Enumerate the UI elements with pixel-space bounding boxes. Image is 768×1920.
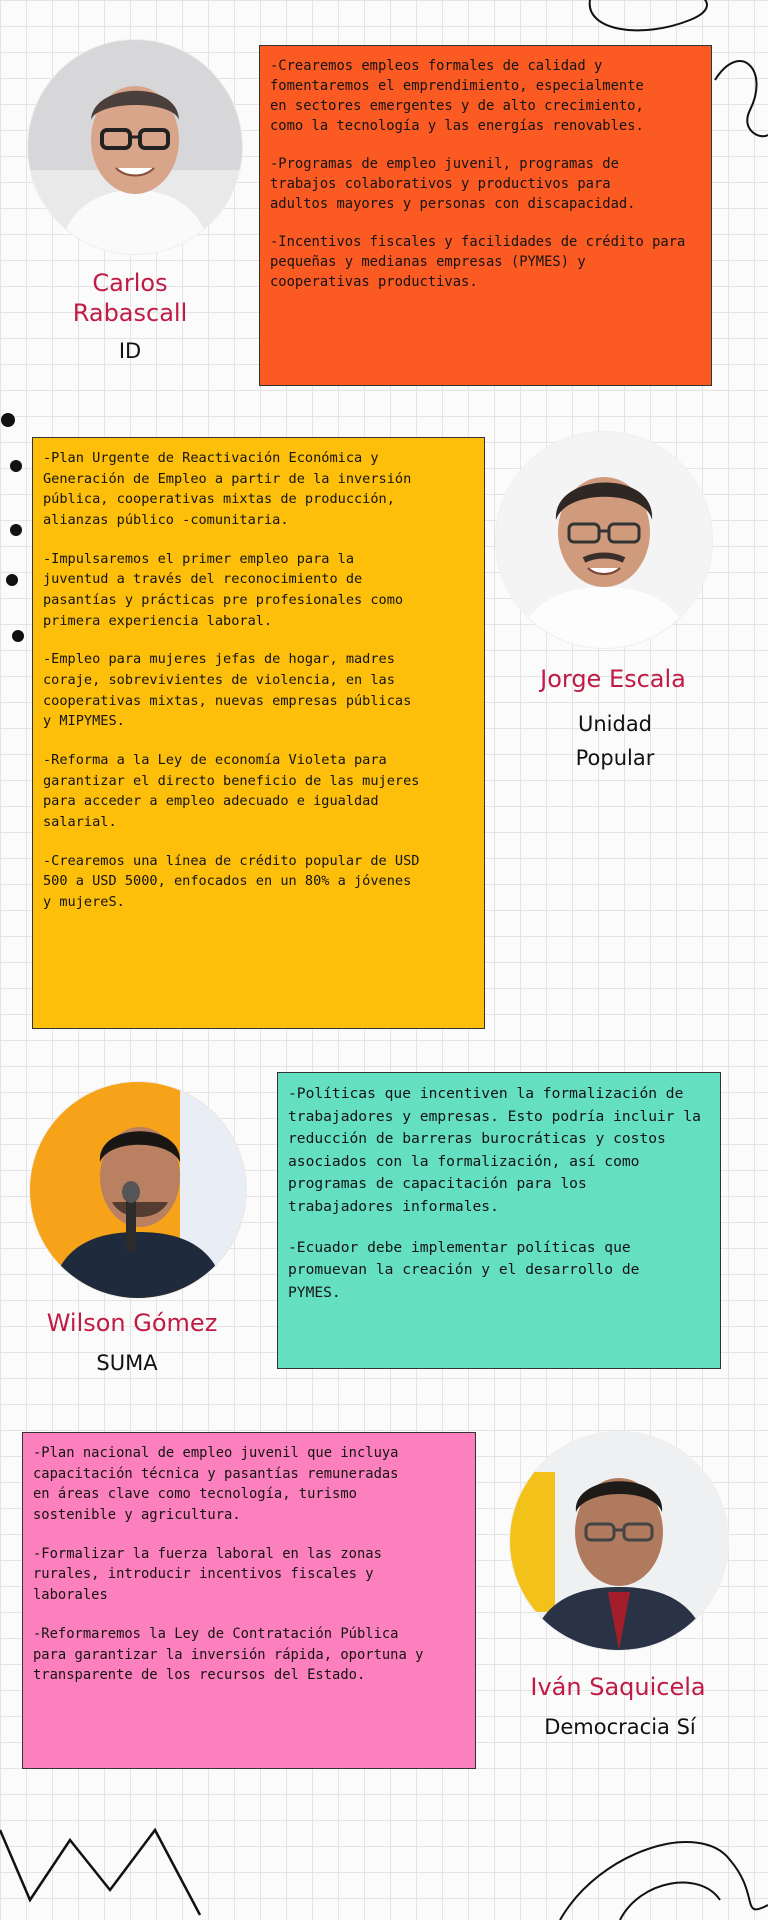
candidate-party: ID <box>118 339 142 363</box>
proposal-text: -Reformaremos la Ley de Contratación Pública para garantizar la inversión rápida, oportuna y transparente de los recursos del Estado. <box>33 1625 424 1684</box>
candidate-photo-gomez <box>30 1082 246 1298</box>
candidate-photo-saquicela <box>510 1432 728 1650</box>
proposal-text: -Impulsaremos el primer empleo para la juventud a través del reconocimiento de pasantías y prácticas pre profesionales como primera experiencia laboral. <box>43 550 404 629</box>
proposal-text: -Empleo para mujeres jefas de hogar, madres coraje, sobrevivientes de violencia, en las cooperativas mixtas, nuevas empresas públicas y MIPYMES. <box>43 651 412 730</box>
portrait-icon <box>496 432 712 648</box>
portrait-icon <box>30 1082 246 1298</box>
proposal-text: -Formalizar la fuerza laboral en las zonas rurales, introducir incentivos fiscales y laborales <box>33 1545 382 1604</box>
proposals-box-gomez <box>277 1072 721 1369</box>
proposal-text: -Crearemos una línea de crédito popular de USD 500 a USD 5000, enfocados en un 80% a jóvenes y mujereS. <box>43 852 420 910</box>
portrait-icon <box>510 1432 728 1650</box>
proposal-text: -Incentivos fiscales y facilidades de crédito para pequeñas y medianas empresas (PYMES) y cooperativas productivas. <box>270 234 686 290</box>
portrait-icon <box>28 40 242 254</box>
candidate-photo-escala <box>496 432 712 648</box>
candidate-name: Iván Saquicela <box>530 1673 706 1701</box>
candidate-name: Jorge Escala <box>540 665 686 693</box>
proposals-box-rabascall <box>259 45 712 386</box>
proposal-text: -Plan Urgente de Reactivación Económica y Generación de Empleo a partir de la inversión pública, cooperativas mixtas de producción, alianzas público -comunitaria. <box>43 450 412 528</box>
proposals-box-saquicela <box>22 1432 476 1769</box>
proposal-text: -Políticas que incentiven la formalización de trabajadores y empresas. Esto podría incluir la reducción de barreras burocráticas y costos asociados con la formalización, así como programas de capacitación para los trabajadores informales. <box>288 1085 701 1216</box>
proposal-text: -Plan nacional de empleo juvenil que incluya capacitación técnica y pasantías remuneradas en áreas clave como tecnología, turismo sostenible y agricultura. <box>33 1445 399 1524</box>
candidate-party: SUMA <box>96 1351 158 1375</box>
candidate-name: Wilson Gómez <box>46 1309 218 1337</box>
proposal-text: -Programas de empleo juvenil, programas de trabajos colaborativos y productivos para adultos mayores y personas con discapacidad. <box>270 156 636 212</box>
proposal-text: -Reforma a la Ley de economía Violeta para garantizar el directo beneficio de las mujeres para acceder a empleo adecuado e igualdad salarial. <box>43 751 420 830</box>
candidate-name: Carlos Rabascall <box>72 269 188 327</box>
candidate-photo-rabascall <box>28 40 242 254</box>
proposals-box-escala <box>32 437 485 1029</box>
candidate-party: Unidad Popular <box>575 712 655 770</box>
proposal-text: -Ecuador debe implementar políticas que promuevan la creación y el desarrollo de PYMES. <box>288 1238 640 1301</box>
candidate-party: Democracia Sí <box>544 1715 696 1739</box>
proposal-text: -Crearemos empleos formales de calidad y fomentaremos el emprendimiento, especialmente en sectores emergentes y de alto crecimiento, como la tecnología y las energías renovables. <box>270 58 644 134</box>
